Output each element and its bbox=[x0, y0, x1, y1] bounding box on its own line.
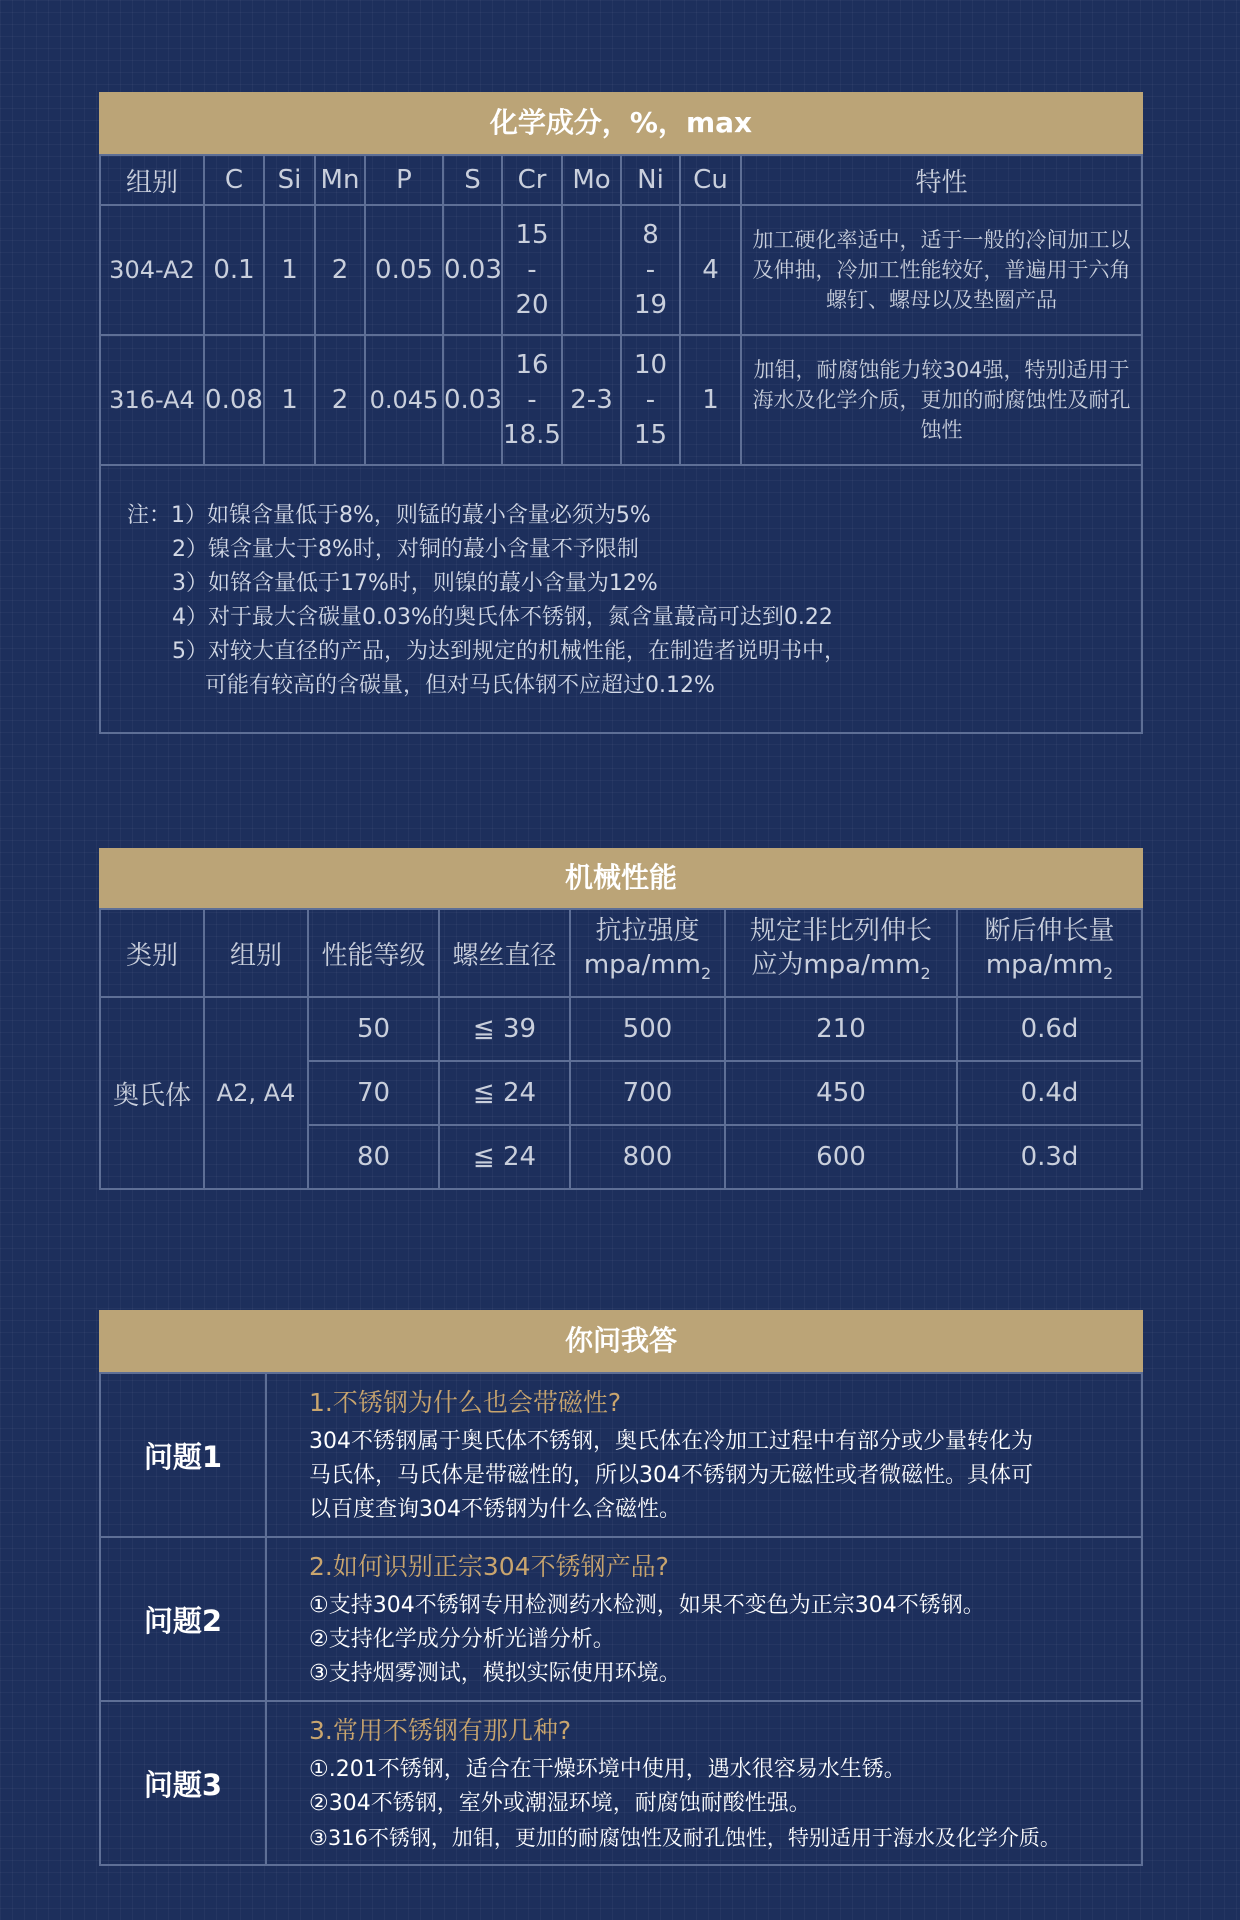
elongation-unit: mpa/$mm_2$ bbox=[985, 950, 1114, 984]
col-header-mn: Mn bbox=[315, 155, 365, 205]
cell-p: 0.05 bbox=[365, 205, 443, 335]
chemical-header-row bbox=[100, 155, 1142, 205]
cell-s: 0.03 bbox=[443, 335, 502, 465]
yield-unit: 应为mpa/$mm_2$ bbox=[751, 950, 931, 984]
col-header-mo: Mo bbox=[562, 155, 621, 205]
qa-answer-line: 304不锈钢属于奥氏体不锈钢，奥氏体在冷加工过程中有部分或少量转化为 bbox=[309, 1429, 1033, 1454]
cell-group: 316-A4 bbox=[100, 335, 204, 465]
qa-content bbox=[266, 1537, 1142, 1701]
cell-c: 0.1 bbox=[204, 205, 264, 335]
qa-title: 你问我答 bbox=[99, 1310, 1143, 1372]
cell-elongation: 0.3d bbox=[957, 1125, 1142, 1189]
qa-question: 1.不锈钢为什么也会带磁性? bbox=[309, 1388, 622, 1417]
cell-feature: 加钼，耐腐蚀能力较304强，特别适用于海水及化学介质，更加的耐腐蚀性及耐孔蚀性 bbox=[741, 335, 1142, 465]
qa-content bbox=[266, 1373, 1142, 1537]
cell-yield: 450 bbox=[725, 1061, 957, 1125]
cell-elongation: 0.4d bbox=[957, 1061, 1142, 1125]
mechanical-panel bbox=[99, 848, 1143, 1190]
col-header-ni: Ni bbox=[621, 155, 680, 205]
cell-cr bbox=[502, 205, 562, 335]
tensile-label: 抗拉强度 bbox=[595, 916, 700, 947]
cell-tensile: 800 bbox=[570, 1125, 725, 1189]
cell-ni-dash: - bbox=[645, 384, 656, 415]
yield-label: 规定非比列伸长 bbox=[749, 916, 932, 947]
qa-item bbox=[100, 1701, 1142, 1865]
note-line: 4）对于最大含碳量0.03%的奥氏体不锈钢，氮含量蕞高可达到0.22 bbox=[172, 605, 833, 630]
col-header-diameter: 螺丝直径 bbox=[439, 909, 570, 997]
note-line: 3）如铬含量低于17%时，则镍的蕞小含量为12% bbox=[172, 571, 658, 596]
cell-diameter: ≦ 39 bbox=[439, 997, 570, 1061]
qa-answer-line: 以百度查询304不锈钢为什么含磁性。 bbox=[309, 1497, 681, 1522]
cell-cr-max: 18.5 bbox=[503, 419, 561, 450]
mechanical-table bbox=[99, 908, 1143, 1190]
qa-question: 3.常用不锈钢有那几种? bbox=[309, 1716, 572, 1745]
cell-elongation: 0.6d bbox=[957, 997, 1142, 1061]
qa-answer-line: ③316不锈钢，加钼，更加的耐腐蚀性及耐孔蚀性，特别适用于海水及化学介质。 bbox=[309, 1826, 1061, 1850]
col-header-tensile bbox=[570, 909, 725, 997]
qa-answer-line: ②304不锈钢，室外或潮湿环境，耐腐蚀耐酸性强。 bbox=[309, 1791, 811, 1816]
cell-mo bbox=[562, 205, 621, 335]
cell-cr-dash: - bbox=[527, 384, 537, 415]
chemical-panel bbox=[99, 92, 1143, 734]
chemical-title: 化学成分，%，max bbox=[99, 92, 1143, 154]
col-header-feature: 特性 bbox=[741, 155, 1142, 205]
cell-mn: 2 bbox=[315, 335, 365, 465]
cell-mo: 2-3 bbox=[562, 335, 621, 465]
col-header-p: P bbox=[365, 155, 443, 205]
cell-ni-max: 15 bbox=[633, 419, 668, 450]
qa-content bbox=[266, 1701, 1142, 1865]
qa-answer-line: 马氏体，马氏体是带磁性的，所以304不锈钢为无磁性或者微磁性。具体可 bbox=[309, 1463, 1033, 1488]
cell-cr-max: 20 bbox=[515, 289, 549, 320]
cell-category: 奥氏体 bbox=[100, 997, 204, 1189]
qa-table bbox=[99, 1372, 1143, 1866]
chemical-notes bbox=[99, 466, 1143, 734]
col-header-si: Si bbox=[264, 155, 315, 205]
cell-group: 304-A2 bbox=[100, 205, 204, 335]
col-header-group: 组别 bbox=[204, 909, 308, 997]
table-row bbox=[100, 997, 1142, 1061]
qa-label: 问题1 bbox=[100, 1373, 266, 1537]
qa-label: 问题2 bbox=[100, 1537, 266, 1701]
cell-tensile: 700 bbox=[570, 1061, 725, 1125]
cell-si: 1 bbox=[264, 335, 315, 465]
col-header-s: S bbox=[443, 155, 502, 205]
cell-cr bbox=[502, 335, 562, 465]
cell-ni-max: 19 bbox=[633, 289, 668, 320]
chemical-table bbox=[99, 154, 1143, 466]
cell-c: 0.08 bbox=[204, 335, 264, 465]
qa-item bbox=[100, 1537, 1142, 1701]
qa-question: 2.如何识别正宗304不锈钢产品? bbox=[309, 1552, 669, 1581]
cell-cr-min: 16 bbox=[515, 349, 549, 380]
qa-answer-line: ③支持烟雾测试，模拟实际使用环境。 bbox=[309, 1661, 681, 1686]
tensile-unit: mpa/$mm_2$ bbox=[583, 950, 712, 984]
cell-ni-dash: - bbox=[645, 254, 656, 285]
qa-answer-line: ①支持304不锈钢专用检测药水检测，如果不变色为正宗304不锈钢。 bbox=[309, 1593, 985, 1618]
cell-diameter: ≦ 24 bbox=[439, 1061, 570, 1125]
cell-cu: 4 bbox=[680, 205, 741, 335]
col-header-c: C bbox=[204, 155, 264, 205]
mechanical-header-row bbox=[100, 909, 1142, 997]
cell-yield: 600 bbox=[725, 1125, 957, 1189]
note-line: 5）对较大直径的产品，为达到规定的机械性能，在制造者说明书中， bbox=[172, 639, 846, 664]
col-header-cu: Cu bbox=[680, 155, 741, 205]
cell-s: 0.03 bbox=[443, 205, 502, 335]
cell-yield: 210 bbox=[725, 997, 957, 1061]
mechanical-title: 机械性能 bbox=[99, 848, 1143, 908]
cell-tensile: 500 bbox=[570, 997, 725, 1061]
col-header-yield bbox=[725, 909, 957, 997]
cell-p: 0.045 bbox=[365, 335, 443, 465]
cell-cr-min: 15 bbox=[515, 219, 549, 250]
qa-panel bbox=[99, 1310, 1143, 1866]
cell-grade: 50 bbox=[308, 997, 439, 1061]
cell-cu: 1 bbox=[680, 335, 741, 465]
qa-item bbox=[100, 1373, 1142, 1537]
qa-label: 问题3 bbox=[100, 1701, 266, 1865]
cell-feature: 加工硬化率适中，适于一般的冷间加工以及伸抽，冷加工性能较好，普遍用于六角螺钉、螺母以及垫圈产品 bbox=[741, 205, 1142, 335]
cell-ni bbox=[621, 205, 680, 335]
cell-cr-dash: - bbox=[527, 254, 537, 285]
elongation-label: 断后伸长量 bbox=[984, 916, 1115, 947]
cell-mn: 2 bbox=[315, 205, 365, 335]
cell-ni bbox=[621, 335, 680, 465]
col-header-group: 组别 bbox=[100, 155, 204, 205]
cell-si: 1 bbox=[264, 205, 315, 335]
cell-ni-min: 8 bbox=[642, 219, 659, 250]
cell-grade: 80 bbox=[308, 1125, 439, 1189]
col-header-category: 类别 bbox=[100, 909, 204, 997]
col-header-elongation bbox=[957, 909, 1142, 997]
cell-grade: 70 bbox=[308, 1061, 439, 1125]
note-line: 注：1）如镍含量低于8%，则锰的蕞小含量必须为5% bbox=[127, 503, 651, 528]
table-row bbox=[100, 205, 1142, 335]
note-line: 2）镍含量大于8%时，对铜的蕞小含量不予限制 bbox=[172, 537, 639, 562]
col-header-cr: Cr bbox=[502, 155, 562, 205]
cell-ni-min: 10 bbox=[633, 349, 668, 380]
col-header-grade: 性能等级 bbox=[308, 909, 439, 997]
table-row bbox=[100, 335, 1142, 465]
qa-answer-line: ①.201不锈钢，适合在干燥环境中使用，遇水很容易水生锈。 bbox=[309, 1757, 906, 1782]
cell-diameter: ≦ 24 bbox=[439, 1125, 570, 1189]
note-line: 可能有较高的含碳量，但对马氏体钢不应超过0.12% bbox=[205, 673, 715, 698]
cell-group: A2, A4 bbox=[204, 997, 308, 1189]
qa-answer-line: ②支持化学成分分析光谱分析。 bbox=[309, 1627, 615, 1652]
